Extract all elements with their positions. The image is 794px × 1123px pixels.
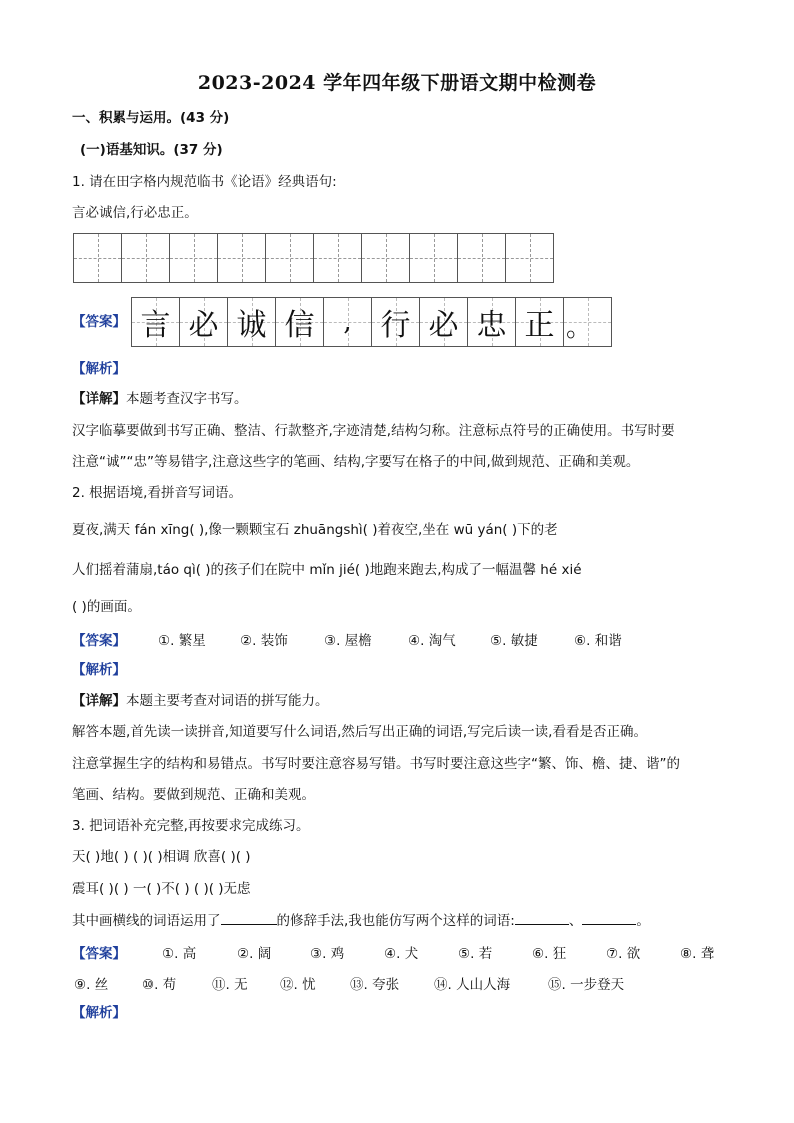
analysis-label: 【解析】: [72, 662, 126, 678]
q1-detail: 【详解】本题考查汉字书写。: [72, 391, 248, 407]
q2-detail: 【详解】本题主要考查对词语的拼写能力。: [72, 693, 329, 709]
list-item: ⑥. 和谐: [574, 633, 622, 649]
fill-blank[interactable]: [221, 910, 277, 925]
subsection-heading: (一)语基知识。(37 分): [80, 142, 223, 158]
answer-cell: 必: [420, 298, 468, 346]
list-item: ⑫. 忧: [280, 977, 316, 993]
q2-prompt: 2. 根据语境,看拼音写词语。: [72, 485, 242, 501]
grid-cell[interactable]: [122, 234, 170, 282]
list-item: ⑤. 若: [458, 946, 493, 962]
q3-line-1: 天( )地( ) ( )( )相调 欣喜( )( ): [72, 849, 251, 865]
q1-explain-1: 汉字临摹要做到书写正确、整洁、行款整齐,字迹清楚,结构匀称。注意标点符号的正确使用。书写时要: [72, 423, 675, 439]
list-item: ④. 犬: [384, 946, 419, 962]
q1-quote: 言必诚信,行必忠正。: [72, 205, 198, 221]
analysis-label: 【解析】: [72, 361, 126, 377]
list-item: ⑦. 欲: [606, 946, 641, 962]
grid-cell[interactable]: [362, 234, 410, 282]
grid-cell[interactable]: [74, 234, 122, 282]
list-item: ③. 鸡: [310, 946, 345, 962]
q2-line-3: ( )的画面。: [72, 599, 141, 615]
answer-cell: 忠: [468, 298, 516, 346]
answer-cell: 诚: [228, 298, 276, 346]
answer-cell: 必: [180, 298, 228, 346]
grid-cell[interactable]: [218, 234, 266, 282]
q3-line-3: 其中画横线的词语运用了 的修辞手法,我也能仿写两个这样的词语: 、 。: [72, 910, 650, 931]
grid-cell[interactable]: [458, 234, 506, 282]
answer-cell: 。: [564, 298, 612, 346]
list-item: ④. 淘气: [408, 633, 456, 649]
answer-cell: 正: [516, 298, 564, 346]
q2-line-2: 人们摇着蒲扇,táo qì( )的孩子们在院中 mǐn jié( )地跑来跑去,构成了一幅温馨 hé xié: [72, 562, 582, 578]
list-item: ⑩. 苟: [142, 977, 177, 993]
list-item: ⑮. 一步登天: [548, 977, 625, 993]
q3-prompt: 3. 把词语补充完整,再按要求完成练习。: [72, 818, 310, 834]
list-item: ⑤. 敏捷: [490, 633, 538, 649]
q3-line-2: 震耳( )( ) 一( )不( ) ( )( )无虑: [72, 881, 251, 897]
list-item: ⑪. 无: [212, 977, 248, 993]
answer-grid: [131, 297, 612, 347]
grid-cell[interactable]: [314, 234, 362, 282]
list-item: ①. 繁星: [158, 633, 206, 649]
answer-label: 【答案】: [72, 946, 126, 962]
q1-explain-2: 注意“诚”“忠”等易错字,注意这些字的笔画、结构,字要写在格子的中间,做到规范、正确和美观。: [72, 454, 640, 470]
grid-cell[interactable]: [410, 234, 458, 282]
answer-cell: 信: [276, 298, 324, 346]
list-item: ⑬. 夸张: [350, 977, 400, 993]
grid-cell[interactable]: [170, 234, 218, 282]
answer-label: 【答案】: [72, 314, 126, 330]
list-item: ⑧. 聋: [680, 946, 715, 962]
list-item: ⑨. 丝: [74, 977, 109, 993]
answer-cell: 行: [372, 298, 420, 346]
q1-prompt: 1. 请在田字格内规范临书《论语》经典语句:: [72, 174, 337, 190]
analysis-label: 【解析】: [72, 1005, 126, 1021]
fill-blank[interactable]: [515, 910, 569, 925]
answer-cell: ,: [324, 298, 372, 346]
answer-label: 【答案】: [72, 633, 126, 649]
list-item: ②. 装饰: [240, 633, 288, 649]
grid-cell[interactable]: [506, 234, 554, 282]
section-heading: 一、积累与运用。(43 分): [72, 110, 230, 126]
list-item: ①. 高: [162, 946, 197, 962]
grid-cell[interactable]: [266, 234, 314, 282]
q2-line-1: 夏夜,满天 fán xīng( ),像一颗颗宝石 zhuāngshì( )着夜空,坐在 wū yán( )下的老: [72, 522, 558, 538]
fill-blank[interactable]: [582, 910, 636, 925]
list-item: ⑥. 狂: [532, 946, 567, 962]
q2-explain-3: 笔画、结构。要做到规范、正确和美观。: [72, 787, 315, 803]
list-item: ②. 阔: [237, 946, 272, 962]
list-item: ③. 屋檐: [324, 633, 372, 649]
q2-explain-2: 注意掌握生字的结构和易错点。书写时要注意容易写错。书写时要注意这些字“繁、饰、檐、捷、谐”的: [72, 756, 680, 772]
q2-explain-1: 解答本题,首先读一读拼音,知道要写什么词语,然后写出正确的词语,写完后读一读,看看是否正确。: [72, 724, 647, 740]
practice-grid[interactable]: [73, 233, 554, 283]
page-title: 2023-2024 学年四年级下册语文期中检测卷: [197, 72, 597, 94]
answer-cell: 言: [132, 298, 180, 346]
list-item: ⑭. 人山人海: [434, 977, 511, 993]
